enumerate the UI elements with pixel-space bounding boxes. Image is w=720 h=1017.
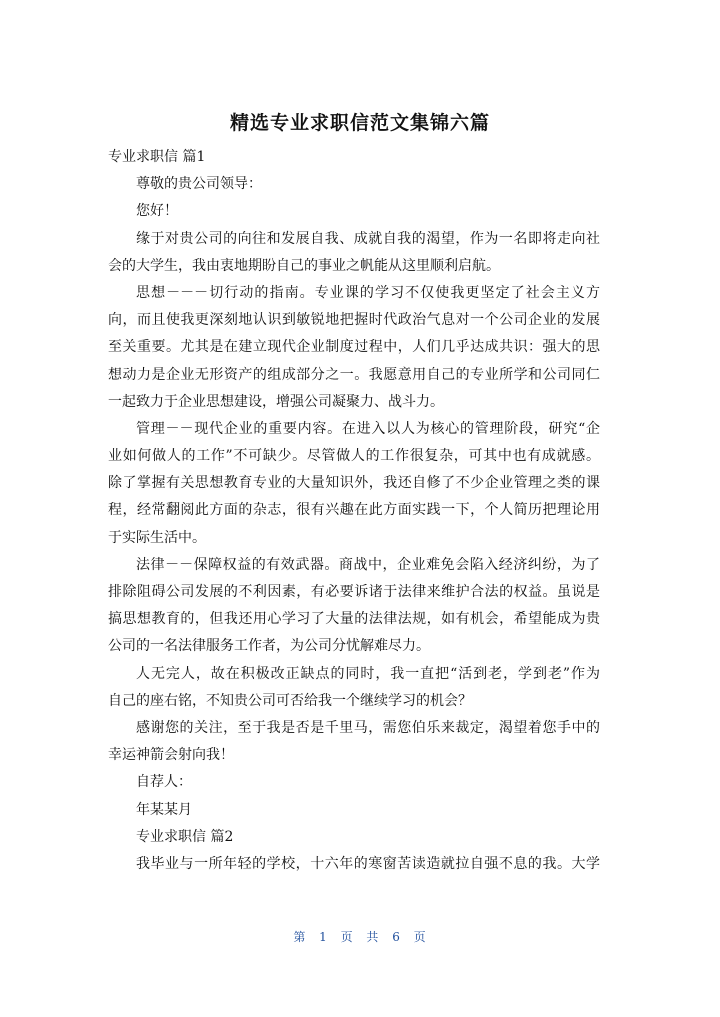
text-line: 业如何做人的工作”不可缺少。尽管做人的工作很复杂，可其中也有成就感。	[108, 448, 600, 465]
text-line: 公司的一名法律服务工作者，为公司分忧解难尽力。	[108, 638, 430, 655]
text-line: 于实际生活中。	[108, 529, 206, 546]
text-line: 专业求职信 篇2	[136, 828, 234, 845]
text-line: 自荐人：	[136, 774, 192, 791]
text-line: 管理－－现代企业的重要内容。在进入以人为核心的管理阶段，研究“企	[136, 420, 600, 437]
text-line: 幸运神箭会射向我！	[108, 747, 234, 764]
text-line: 感谢您的关注，至于我是否是千里马，需您伯乐来裁定，渴望着您手中的	[136, 719, 600, 736]
text-line: 排除阻碍公司发展的不利因素，有必要诉诸于法律来维护合法的权益。虽说是	[108, 584, 600, 600]
text-line: 年某某月	[136, 801, 192, 818]
text-line: 想动力是企业无形资产的组成部分之一。我愿意用自己的专业所学和公司同仁	[108, 366, 600, 383]
text-line: 自己的座右铭，不知贵公司可否给我一个继续学习的机会？	[108, 692, 472, 709]
text-line: 专业求职信 篇1	[108, 149, 206, 165]
text-line: 我毕业与一所年轻的学校，十六年的寒窗苦读造就拉自强不息的我。大学	[136, 855, 600, 872]
text-line: 搞思想教育的，但我还用心学习了大量的法律法规，如有机会，希望能成为贵	[108, 611, 600, 628]
text-line: 程，经常翻阅此方面的杂志，很有兴趣在此方面实践一下，个人简历把理论用	[108, 502, 600, 519]
text-line: 法律－－保障权益的有效武器。商战中，企业难免会陷入经济纠纷，为了	[136, 556, 600, 573]
document-body	[108, 144, 600, 878]
text-line: 一起致力于企业思想建设，增强公司凝聚力、战斗力。	[108, 393, 444, 410]
text-line: 至关重要。尤其是在建立现代企业制度过程中，人们几乎达成共识：强大的思	[108, 339, 600, 356]
text-line: 会的大学生，我由衷地期盼自己的事业之帆能从这里顺利启航。	[108, 257, 500, 274]
text-line: 尊敬的贵公司领导：	[136, 176, 262, 193]
text-line: 除了掌握有关思想教育专业的大量知识外，我还自修了不少企业管理之类的课	[108, 475, 600, 492]
text-line: 您好！	[136, 203, 178, 220]
text-line: 缘于对贵公司的向往和发展自我、成就自我的渴望，作为一名即将走向社	[136, 230, 600, 247]
text-line: 向，而且使我更深刻地认识到敏锐地把握时代政治气息对一个公司企业的发展	[108, 312, 600, 329]
page-footer: 第 1 页 共 6 页	[293, 930, 427, 944]
document-title: 精选专业求职信范文集锦六篇	[229, 112, 490, 134]
text-line: 思想－－－切行动的指南。专业课的学习不仅使我更坚定了社会主义方	[136, 284, 600, 301]
text-line: 人无完人，故在积极改正缺点的同时，我一直把“活到老，学到老”作为	[136, 665, 600, 682]
